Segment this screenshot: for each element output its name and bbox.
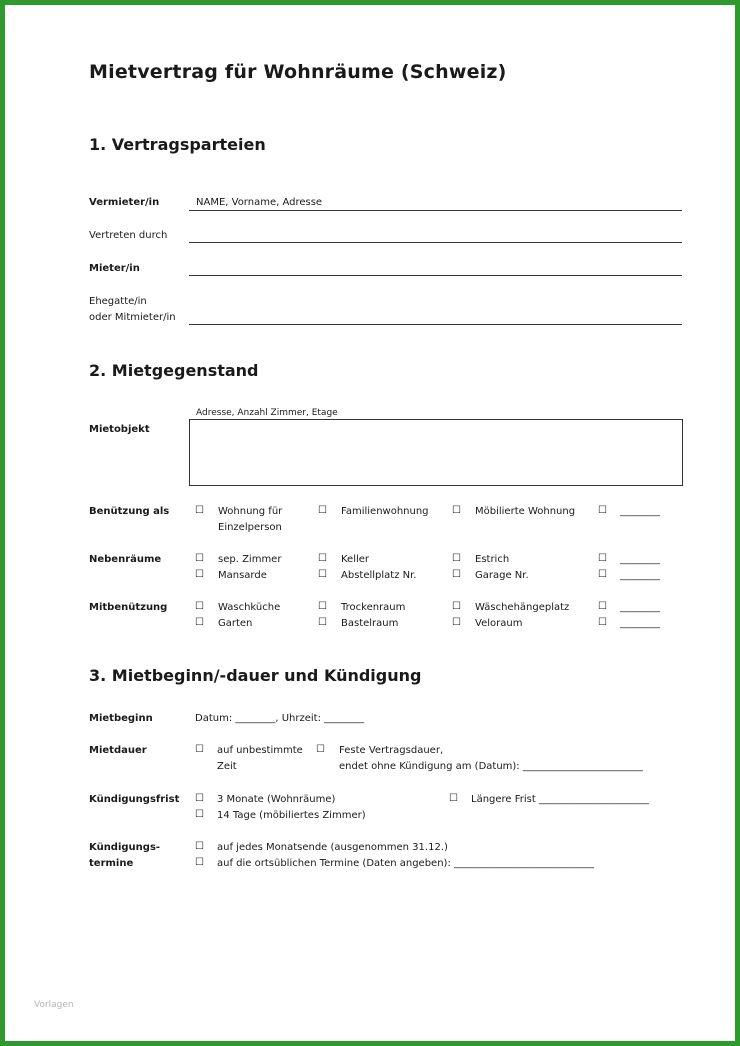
section-2-heading: 2. Mietgegenstand <box>89 361 259 380</box>
option-laengere-frist[interactable]: Längere Frist ______________________ <box>471 794 649 805</box>
option-nebenraeume-other-2[interactable]: ________ <box>620 570 660 581</box>
vermieter-value: NAME, Vorname, Adresse <box>196 197 323 208</box>
option-benuetzung-other[interactable]: ________ <box>620 506 660 517</box>
vermieter-field[interactable] <box>189 210 682 211</box>
option-wohnung-fuer: Wohnung für <box>218 506 283 517</box>
option-mitbenuetzung-other-2[interactable]: ________ <box>620 618 660 629</box>
option-bastelraum: Bastelraum <box>341 618 399 629</box>
checkbox-garage[interactable]: ☐ <box>452 569 461 580</box>
checkbox-familienwohnung[interactable]: ☐ <box>318 505 327 516</box>
checkbox-nebenraeume-other-2[interactable]: ☐ <box>598 569 607 580</box>
checkbox-sep-zimmer[interactable]: ☐ <box>195 553 204 564</box>
checkbox-14-tage[interactable]: ☐ <box>195 809 204 820</box>
footer-watermark: Vorlagen <box>34 1000 74 1010</box>
option-familienwohnung: Familienwohnung <box>341 506 429 517</box>
checkbox-estrich[interactable]: ☐ <box>452 553 461 564</box>
kuendigungstermine-label-1: Kündigungs- <box>89 842 161 853</box>
option-sep-zimmer: sep. Zimmer <box>218 554 282 565</box>
option-unbestimmte-zeit-2: Zeit <box>217 761 237 772</box>
option-ortsuebliche-termine[interactable]: auf die ortsüblichen Termine (Daten angeben): ____________________________ <box>217 858 594 869</box>
checkbox-unbestimmte-zeit[interactable]: ☐ <box>195 744 204 755</box>
ehegatte-field[interactable] <box>189 324 682 325</box>
ehegatte-label-2: oder Mitmieter/in <box>89 312 176 323</box>
option-nebenraeume-other-1[interactable]: ________ <box>620 554 660 565</box>
option-unbestimmte-zeit-1: auf unbestimmte <box>217 745 303 756</box>
option-veloraum: Veloraum <box>475 618 523 629</box>
option-estrich: Estrich <box>475 554 510 565</box>
vermieter-label: Vermieter/in <box>89 197 160 208</box>
option-moebilierte-wohnung: Möbilierte Wohnung <box>475 506 576 517</box>
checkbox-garten[interactable]: ☐ <box>195 617 204 628</box>
option-monatsende: auf jedes Monatsende (ausgenommen 31.12.) <box>217 842 448 853</box>
checkbox-keller[interactable]: ☐ <box>318 553 327 564</box>
option-abstellplatz: Abstellplatz Nr. <box>341 570 417 581</box>
mietobjekt-hint: Adresse, Anzahl Zimmer, Etage <box>196 408 338 418</box>
mietobjekt-label: Mietobjekt <box>89 424 150 435</box>
mietobjekt-field[interactable] <box>189 419 683 486</box>
section-3-heading: 3. Mietbeginn/-dauer und Kündigung <box>89 666 422 685</box>
kuendigungsfrist-label: Kündigungsfrist <box>89 794 180 805</box>
checkbox-bastelraum[interactable]: ☐ <box>318 617 327 628</box>
option-garten: Garten <box>218 618 253 629</box>
mietbeginn-label: Mietbeginn <box>89 713 153 724</box>
vertreten-field[interactable] <box>189 242 682 243</box>
option-feste-vertragsdauer-1: Feste Vertragsdauer, <box>339 745 444 756</box>
mieter-field[interactable] <box>189 275 682 276</box>
option-14-tage: 14 Tage (möbiliertes Zimmer) <box>217 810 366 821</box>
checkbox-wohnung-einzelperson[interactable]: ☐ <box>195 505 204 516</box>
option-keller: Keller <box>341 554 370 565</box>
checkbox-mitbenuetzung-other-1[interactable]: ☐ <box>598 601 607 612</box>
mietbeginn-field[interactable]: Datum: ________, Uhrzeit: ________ <box>195 713 365 724</box>
nebenraeume-label: Nebenräume <box>89 554 162 565</box>
option-feste-vertragsdauer-2[interactable]: endet ohne Kündigung am (Datum): ________________________ <box>339 761 643 772</box>
mietdauer-label: Mietdauer <box>89 745 147 756</box>
checkbox-monatsende[interactable]: ☐ <box>195 841 204 852</box>
checkbox-mansarde[interactable]: ☐ <box>195 569 204 580</box>
section-1-heading: 1. Vertragsparteien <box>89 135 266 154</box>
mieter-label: Mieter/in <box>89 263 140 274</box>
benuetzung-label: Benützung als <box>89 506 170 517</box>
checkbox-mitbenuetzung-other-2[interactable]: ☐ <box>598 617 607 628</box>
checkbox-waeschehaengeplatz[interactable]: ☐ <box>452 601 461 612</box>
mitbenuetzung-label: Mitbenützung <box>89 602 168 613</box>
checkbox-nebenraeume-other-1[interactable]: ☐ <box>598 553 607 564</box>
option-3-monate: 3 Monate (Wohnräume) <box>217 794 336 805</box>
checkbox-trockenraum[interactable]: ☐ <box>318 601 327 612</box>
option-mitbenuetzung-other-1[interactable]: ________ <box>620 602 660 613</box>
checkbox-moebilierte-wohnung[interactable]: ☐ <box>452 505 461 516</box>
checkbox-3-monate[interactable]: ☐ <box>195 793 204 804</box>
checkbox-ortsuebliche-termine[interactable]: ☐ <box>195 857 204 868</box>
ehegatte-label-1: Ehegatte/in <box>89 296 147 307</box>
checkbox-abstellplatz[interactable]: ☐ <box>318 569 327 580</box>
option-waeschehaengeplatz: Wäschehängeplatz <box>475 602 570 613</box>
option-trockenraum: Trockenraum <box>341 602 406 613</box>
checkbox-veloraum[interactable]: ☐ <box>452 617 461 628</box>
checkbox-waschkueche[interactable]: ☐ <box>195 601 204 612</box>
vertreten-label: Vertreten durch <box>89 230 168 241</box>
checkbox-benuetzung-other[interactable]: ☐ <box>598 505 607 516</box>
checkbox-laengere-frist[interactable]: ☐ <box>449 793 458 804</box>
kuendigungstermine-label-2: termine <box>89 858 134 869</box>
option-waschkueche: Waschküche <box>218 602 281 613</box>
option-mansarde: Mansarde <box>218 570 267 581</box>
document-title: Mietvertrag für Wohnräume (Schweiz) <box>89 61 507 83</box>
option-einzelperson: Einzelperson <box>218 522 282 533</box>
option-garage: Garage Nr. <box>475 570 529 581</box>
checkbox-feste-vertragsdauer[interactable]: ☐ <box>316 744 325 755</box>
